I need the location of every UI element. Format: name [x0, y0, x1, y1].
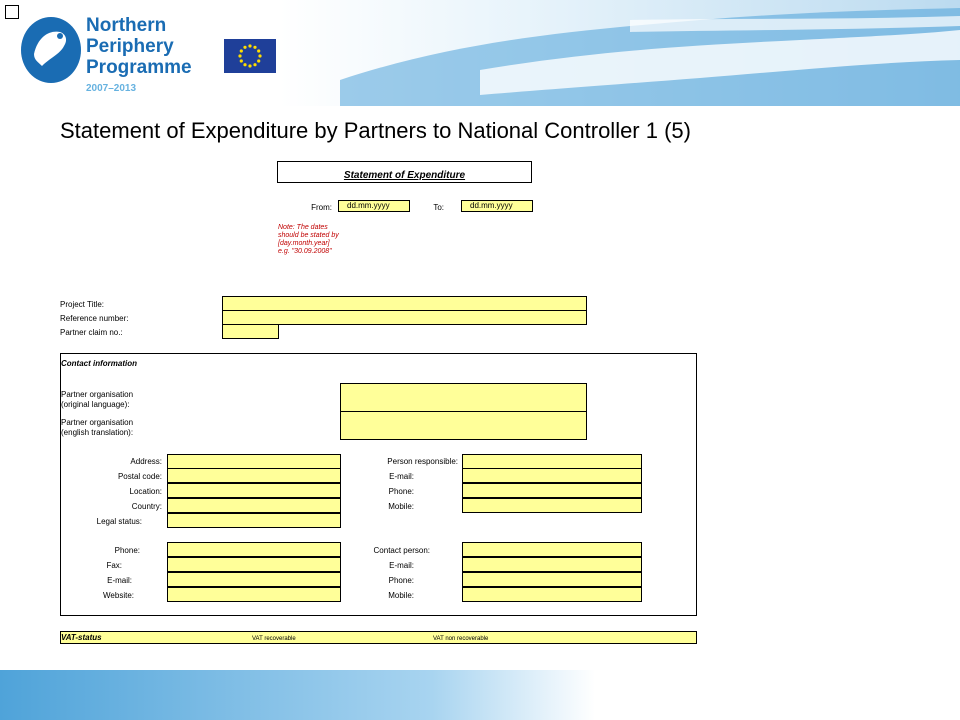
website-field[interactable] [167, 587, 341, 602]
logo-years: 2007–2013 [86, 83, 137, 94]
email-label-1: E-mail: [389, 472, 414, 481]
contact-person-field[interactable] [462, 542, 642, 557]
to-label: To: [433, 203, 444, 212]
phone-label-3: Phone: [388, 576, 414, 585]
phone-label-1: Phone: [388, 487, 414, 496]
from-date-field[interactable]: dd.mm.yyyy [338, 200, 410, 212]
partner-org-english-label: Partner organisation (english translation): [61, 418, 134, 437]
from-label: From: [311, 203, 332, 212]
postal-code-field[interactable] [167, 468, 341, 483]
partner-claim-label: Partner claim no.: [60, 328, 123, 337]
reference-number-label: Reference number: [60, 314, 129, 323]
phone-label-2: Phone: [114, 546, 140, 555]
partner-org-original-field[interactable] [340, 383, 587, 412]
location-field[interactable] [167, 483, 341, 498]
email-field-1[interactable] [462, 468, 642, 483]
soe-heading: Statement of Expenditure [343, 170, 466, 181]
logo-line-3: Programme [86, 57, 192, 78]
legal-status-label: Legal status: [96, 517, 142, 526]
phone-field-3[interactable] [462, 572, 642, 587]
partner-org-original-label: Partner organisation (original language): [61, 390, 134, 409]
partner-org-english-field[interactable] [340, 411, 587, 440]
fax-field[interactable] [167, 557, 341, 572]
reference-number-field[interactable] [222, 310, 587, 325]
person-responsible-field[interactable] [462, 454, 642, 469]
vat-status-label: VAT-status [61, 633, 102, 642]
vat-status-row [60, 631, 697, 644]
footer-wave-graphic [0, 670, 960, 720]
to-date-field[interactable]: dd.mm.yyyy [461, 200, 533, 212]
contact-information-heading: Contact information [61, 359, 137, 368]
logo-line-2: Periphery [86, 36, 174, 57]
country-field[interactable] [167, 498, 341, 513]
contact-person-label: Contact person: [373, 546, 430, 555]
logo-line-1: Northern [86, 15, 167, 36]
email-label-3: E-mail: [389, 561, 414, 570]
northern-periphery-logo-icon [20, 14, 82, 84]
slide-checkbox[interactable] [5, 5, 19, 19]
phone-field-1[interactable] [462, 483, 642, 498]
postal-code-label: Postal code: [117, 472, 162, 481]
legal-status-field[interactable] [167, 513, 341, 528]
country-label: Country: [131, 502, 162, 511]
website-label: Website: [103, 591, 134, 600]
address-label: Address: [130, 457, 162, 466]
person-responsible-label: Person responsible: [387, 457, 458, 466]
phone-field-2[interactable] [167, 542, 341, 557]
wave-banner-graphic [280, 0, 960, 106]
location-label: Location: [129, 487, 162, 496]
address-field[interactable] [167, 454, 341, 469]
fax-label: Fax: [106, 561, 122, 570]
mobile-label-2: Mobile: [388, 591, 414, 600]
email-field-2[interactable] [167, 572, 341, 587]
project-title-field[interactable] [222, 296, 587, 311]
date-format-note: Note: The dates should be stated by [day.month.year] e.g. "30.09.2008" [278, 224, 339, 255]
vat-non-recoverable-option[interactable]: VAT non recoverable [433, 636, 489, 642]
email-field-3[interactable] [462, 557, 642, 572]
mobile-field-2[interactable] [462, 587, 642, 602]
partner-claim-field[interactable] [222, 324, 279, 339]
project-title-label: Project Title: [60, 300, 105, 309]
vat-recoverable-option[interactable]: VAT recoverable [252, 636, 296, 642]
eu-flag-icon [224, 39, 276, 73]
slide-title: Statement of Expenditure by Partners to National Controller 1 (5) [60, 118, 691, 143]
mobile-label-1: Mobile: [388, 502, 414, 511]
mobile-field-1[interactable] [462, 498, 642, 513]
email-label-2: E-mail: [107, 576, 132, 585]
